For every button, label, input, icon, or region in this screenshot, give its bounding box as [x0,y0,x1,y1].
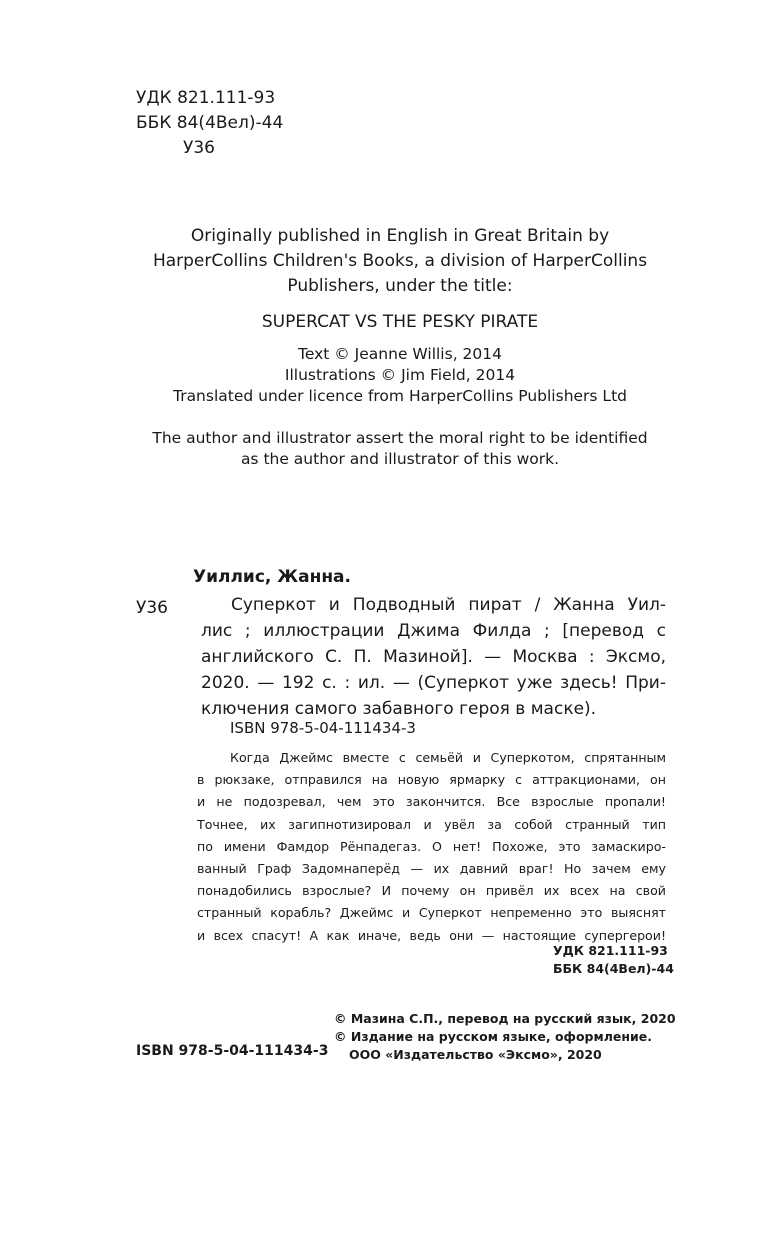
notice-line: Originally published in English in Great Britain by [190,226,610,246]
annotation-line: и не подозревал, чем это закончится. Все взрослые пропали! [197,794,666,810]
udk-code-small: УДК 821.111-93 [553,943,668,958]
record-line: английского С. П. Мазиной]. — Москва : Эксмо, [201,647,666,667]
notice-line: Publishers, under the title: [287,276,513,296]
annotation-line: и всех спасут! А как иначе, ведь они — настоящие супергерои! [197,927,666,943]
record-line: 2020. — 192 с. : ил. — (Суперкот уже здесь! При- [201,673,666,693]
bbk-code: ББК 84(4Вел)-44 [136,113,284,133]
copyright-block [334,1010,676,1064]
notice-line: HarperCollins Children's Books, a division of HarperCollins [152,251,648,271]
record-line: Суперкот и Подводный пират / Жанна Уил- [231,595,666,615]
annotation-classification [553,942,674,978]
copyright-line: © Издание на русском языке, оформление. [334,1029,652,1044]
copyright-line: ООО «Издательство «Эксмо», 2020 [349,1047,602,1062]
annotation-line: понадобились взрослые? И почему он привёл их всех на свой [197,883,666,899]
credit-line: Translated under licence from HarperCollins Publishers Ltd [173,387,627,405]
moral-right-line: The author and illustrator assert the moral right to be identified [152,429,648,447]
record-line: ключения самого забавного героя в маске). [201,699,597,719]
annotation-line: странный корабль? Джеймс и Суперкот непременно это выяснят [197,905,666,921]
bbk-code-small: ББК 84(4Вел)-44 [553,961,674,976]
record-author-mark: У36 [136,598,168,618]
author-mark: У36 [183,138,215,158]
credit-line: Illustrations © Jim Field, 2014 [284,366,516,384]
bibliographic-record [201,592,666,722]
moral-right-notice [0,428,768,470]
copyright-line: © Мазина С.П., перевод на русский язык, 2020 [334,1011,676,1026]
annotation-line: в рюкзаке, отправился на новую ярмарку с аттракционами, он [197,772,666,788]
moral-right-line: as the author and illustrator of this work. [240,450,560,468]
original-publication-notice [0,224,768,299]
annotation [197,747,666,947]
credit-line: Text © Jeanne Willis, 2014 [297,345,502,363]
annotation-line: Точнее, их загипнотизировал и увёл за собой странный тип [197,816,666,832]
classification-block [136,86,283,161]
annotation-line: ванный Граф Задомнаперёд — их давний враг! Но зачем ему [197,861,666,877]
annotation-line: по имени Фамдор Рёнпадегаз. О нет! Похоже, это замаскиро- [197,838,666,854]
udk-code: УДК 821.111-93 [136,88,276,108]
credits-block [0,344,768,407]
annotation-line: Когда Джеймс вместе с семьёй и Суперкотом, спрятанным [230,750,666,765]
imprint-isbn: ISBN 978-5-04-111434-3 [136,1043,329,1059]
record-author: Уиллис, Жанна. [193,567,351,587]
original-title: SUPERCAT VS THE PESKY PIRATE [261,312,539,332]
record-isbn: ISBN 978-5-04-111434-3 [230,719,416,737]
record-line: лис ; иллюстрации Джима Филда ; [перевод с [201,621,666,641]
